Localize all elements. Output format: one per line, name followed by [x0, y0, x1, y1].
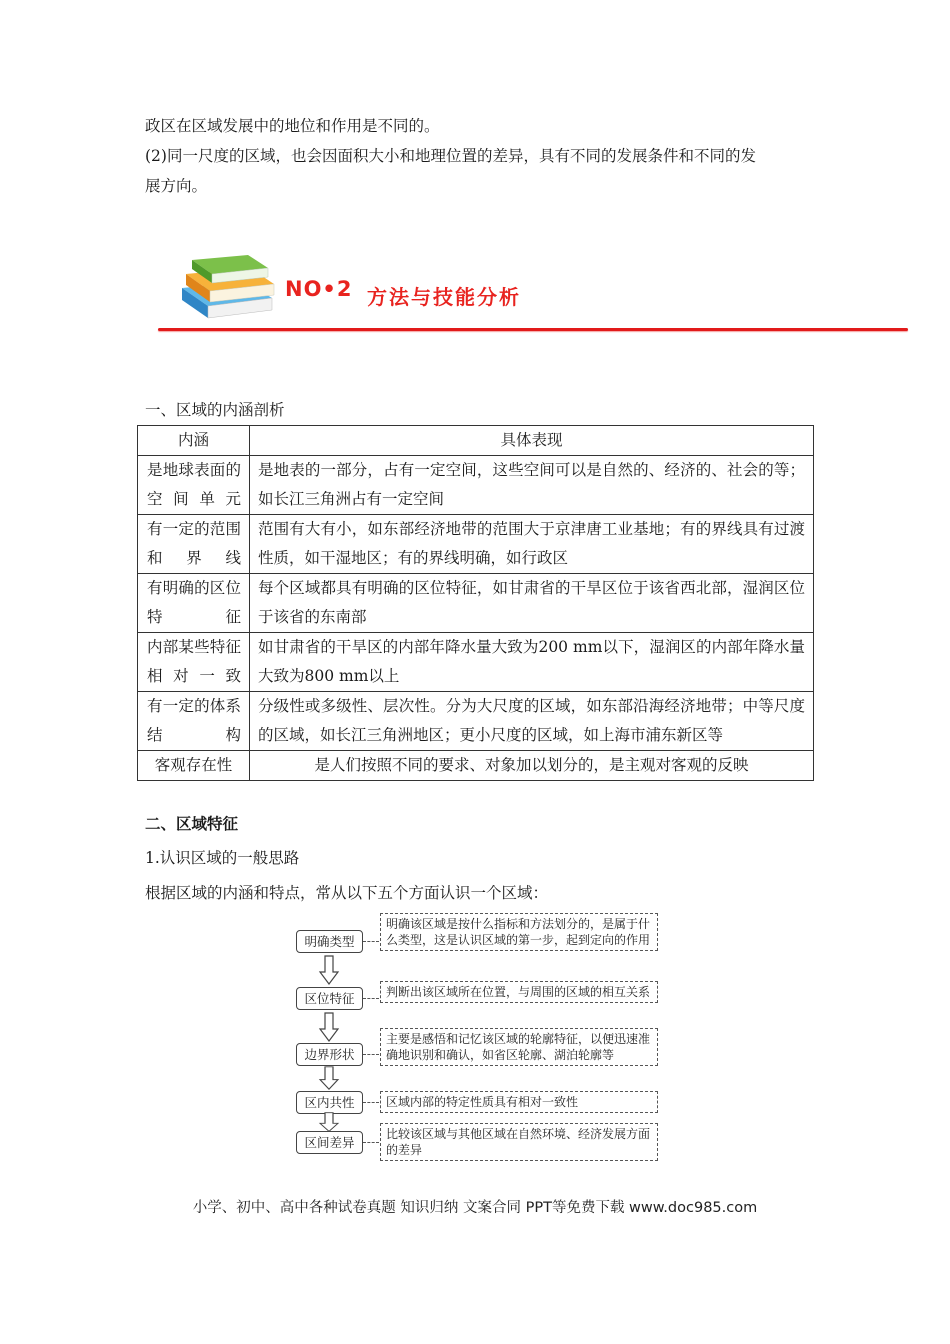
- table-key-cell: 有明确的区位特征: [138, 574, 250, 633]
- table-key-cell: 有一定的体系结构: [138, 692, 250, 751]
- down-arrow-icon: [318, 1012, 340, 1042]
- flow-connector: [363, 998, 379, 999]
- down-arrow-icon: [318, 1066, 340, 1090]
- flow-step-desc: 主要是感悟和记忆该区域的轮廓特征，以便迅速准确地识别和确认，如省区轮廓、湖泊轮廓等: [380, 1028, 658, 1066]
- down-arrow-icon: [318, 955, 340, 985]
- paragraph-1: 政区在区域发展中的地位和作用是不同的。: [145, 117, 440, 135]
- table-row: [138, 692, 814, 751]
- flow-step-desc: 区域内部的特定性质具有相对一致性: [380, 1091, 658, 1113]
- flow-step-box: 区位特征: [296, 987, 363, 1010]
- table-row: [138, 751, 814, 781]
- table-key-cell: 客观存在性: [138, 751, 250, 781]
- flow-step-desc: 明确该区域是按什么指标和方法划分的，是属于什么类型，这是认识区域的第一步，起到定向的作用: [380, 913, 658, 951]
- flow-step-box: 边界形状: [296, 1043, 363, 1066]
- table-header-cell: 具体表现: [250, 426, 814, 456]
- table-row: [138, 515, 814, 574]
- paragraph-2: (2)同一尺度的区域，也会因面积大小和地理位置的差异，具有不同的发展条件和不同的发: [145, 147, 756, 165]
- table-row: [138, 633, 814, 692]
- table-header-cell: 内涵: [138, 426, 250, 456]
- table-value-cell: 是地表的一部分，占有一定空间，这些空间可以是自然的、经济的、社会的等；如长江三角洲占有一定空间: [250, 456, 814, 515]
- flow-step-box: 明确类型: [296, 930, 363, 953]
- flow-step-box: 区内共性: [296, 1091, 363, 1114]
- flow-connector: [363, 1102, 379, 1103]
- paragraph-3: 展方向。: [145, 177, 208, 195]
- section-1-title: 一、区域的内涵剖析: [145, 401, 285, 419]
- table-key-cell: 内部某些特征相对一致: [138, 633, 250, 692]
- flow-connector: [363, 1054, 379, 1055]
- banner-number: NO•2: [285, 277, 353, 301]
- banner-title: 方法与技能分析: [367, 285, 521, 309]
- table-value-cell: 范围有大有小，如东部经济地带的范围大于京津唐工业基地；有的界线具有过渡性质，如干湿地区；有的界线明确，如行政区: [250, 515, 814, 574]
- books-icon: [150, 240, 910, 335]
- down-arrow-icon: [318, 1112, 340, 1132]
- table-header-row: [138, 426, 814, 456]
- table-key-cell: 有一定的范围和界线: [138, 515, 250, 574]
- table-value-cell: 分级性或多级性、层次性。分为大尺度的区域，如东部沿海经济地带；中等尺度的区域，如长江三角洲地区；更小尺度的区域，如上海市浦东新区等: [250, 692, 814, 751]
- table-key-cell: 是地球表面的空间单元: [138, 456, 250, 515]
- flow-step-desc: 比较该区域与其他区域在自然环境、经济发展方面的差异: [380, 1123, 658, 1161]
- banner-divider: [158, 328, 908, 331]
- connotation-table: [137, 425, 814, 781]
- flow-step-desc: 判断出该区域所在位置，与周围的区域的相互关系: [380, 981, 658, 1003]
- section-2-subtitle: 1.认识区域的一般思路: [145, 849, 300, 867]
- table-value-cell: 是人们按照不同的要求、对象加以划分的，是主观对客观的反映: [250, 751, 814, 781]
- flow-connector: [363, 941, 379, 942]
- section-2-intro: 根据区域的内涵和特点，常从以下五个方面认识一个区域：: [145, 884, 549, 902]
- flow-step-box: 区间差异: [296, 1131, 363, 1154]
- table-row: [138, 456, 814, 515]
- section-2-title: 二、区域特征: [145, 815, 239, 833]
- table-value-cell: 每个区域都具有明确的区位特征，如甘肃省的干旱区位于该省西北部，湿润区位于该省的东南部: [250, 574, 814, 633]
- table-value-cell: 如甘肃省的干旱区的内部年降水量大致为200 mm以下，湿润区的内部年降水量大致为800 mm以上: [250, 633, 814, 692]
- footer-text: 小学、初中、高中各种试卷真题 知识归纳 文案合同 PPT等免费下载 www.doc985.com: [192, 1200, 758, 1216]
- table-row: [138, 574, 814, 633]
- flow-connector: [363, 1142, 379, 1143]
